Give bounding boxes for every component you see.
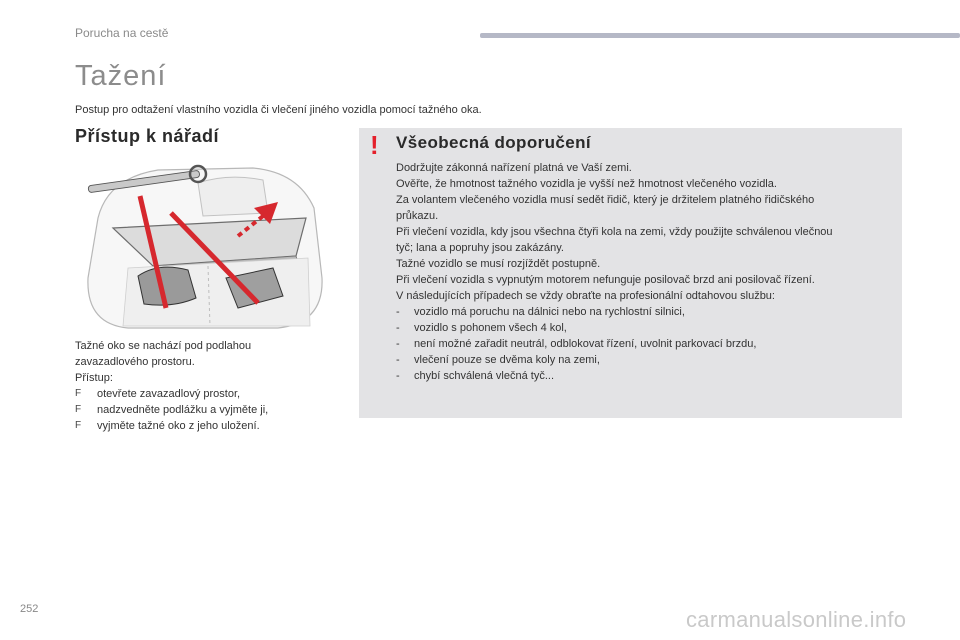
text-line: Přístup: bbox=[75, 372, 113, 384]
list-item: F otevřete zavazadlový prostor, bbox=[75, 388, 241, 400]
warning-icon: ! bbox=[370, 130, 379, 160]
text-line: tyč; lana a popruhy jsou zakázány. bbox=[396, 242, 564, 254]
cases-list bbox=[396, 304, 891, 384]
list-item: - vlečení pouze se dvěma koly na zemi, bbox=[396, 354, 600, 366]
text-line: průkazu. bbox=[396, 210, 439, 222]
steps-list bbox=[75, 386, 315, 434]
page-title: Tažení bbox=[75, 60, 167, 92]
page-number: 252 bbox=[20, 603, 39, 615]
text-line: zavazadlového prostoru. bbox=[75, 356, 195, 368]
list-item: - vozidlo s pohonem všech 4 kol, bbox=[396, 322, 567, 334]
bullet-icon: F bbox=[75, 420, 82, 431]
watermark: carmanualsonline.info bbox=[686, 607, 907, 632]
text-line: Při vlečení vozidla s vypnutým motorem nefunguje posilovač brzd ani posilovač řízení. bbox=[396, 274, 815, 286]
list-item: F vyjměte tažné oko z jeho uložení. bbox=[75, 420, 260, 432]
text-line: Dodržujte zákonná nařízení platná ve Vaší zemi. bbox=[396, 162, 632, 174]
list-item: - vozidlo má poruchu na dálnici nebo na rychlostní silnici, bbox=[396, 306, 685, 318]
tool-access-heading: Přístup k nářadí bbox=[75, 126, 220, 146]
section-label: Porucha na cestě bbox=[75, 26, 169, 40]
warning-body bbox=[396, 160, 891, 384]
text-line: Tažné vozidlo se musí rozjíždět postupně. bbox=[396, 258, 601, 270]
text-line: Za volantem vlečeného vozidla musí sedět řidič, který je držitelem platného řidičského bbox=[396, 194, 815, 206]
intro-text: Postup pro odtažení vlastního vozidla či vlečení jiného vozidla pomocí tažného oka. bbox=[75, 104, 482, 116]
text-line: V následujících případech se vždy obraťte na profesionální odtahovou službu: bbox=[396, 290, 775, 302]
text-line: Tažné oko se nachází pod podlahou bbox=[75, 340, 252, 352]
header-bar bbox=[480, 33, 960, 38]
text-line: Ověřte, že hmotnost tažného vozidla je vyšší než hmotnost vlečeného vozidla. bbox=[396, 178, 777, 190]
list-item: F nadzvedněte podlážku a vyjměte ji, bbox=[75, 404, 269, 416]
tool-access-text bbox=[75, 338, 315, 434]
trunk-illustration bbox=[78, 158, 328, 330]
warning-heading: Všeobecná doporučení bbox=[396, 133, 592, 152]
list-item: - chybí schválená vlečná tyč... bbox=[396, 370, 555, 382]
bullet-icon: F bbox=[75, 404, 82, 415]
bullet-icon: F bbox=[75, 388, 82, 399]
text-line: Při vlečení vozidla, kdy jsou všechna čtyři kola na zemi, vždy použijte schválenou vlečnou bbox=[396, 226, 833, 238]
list-item: - není možné zařadit neutrál, odblokovat řízení, uvolnit parkovací brzdu, bbox=[396, 338, 757, 350]
